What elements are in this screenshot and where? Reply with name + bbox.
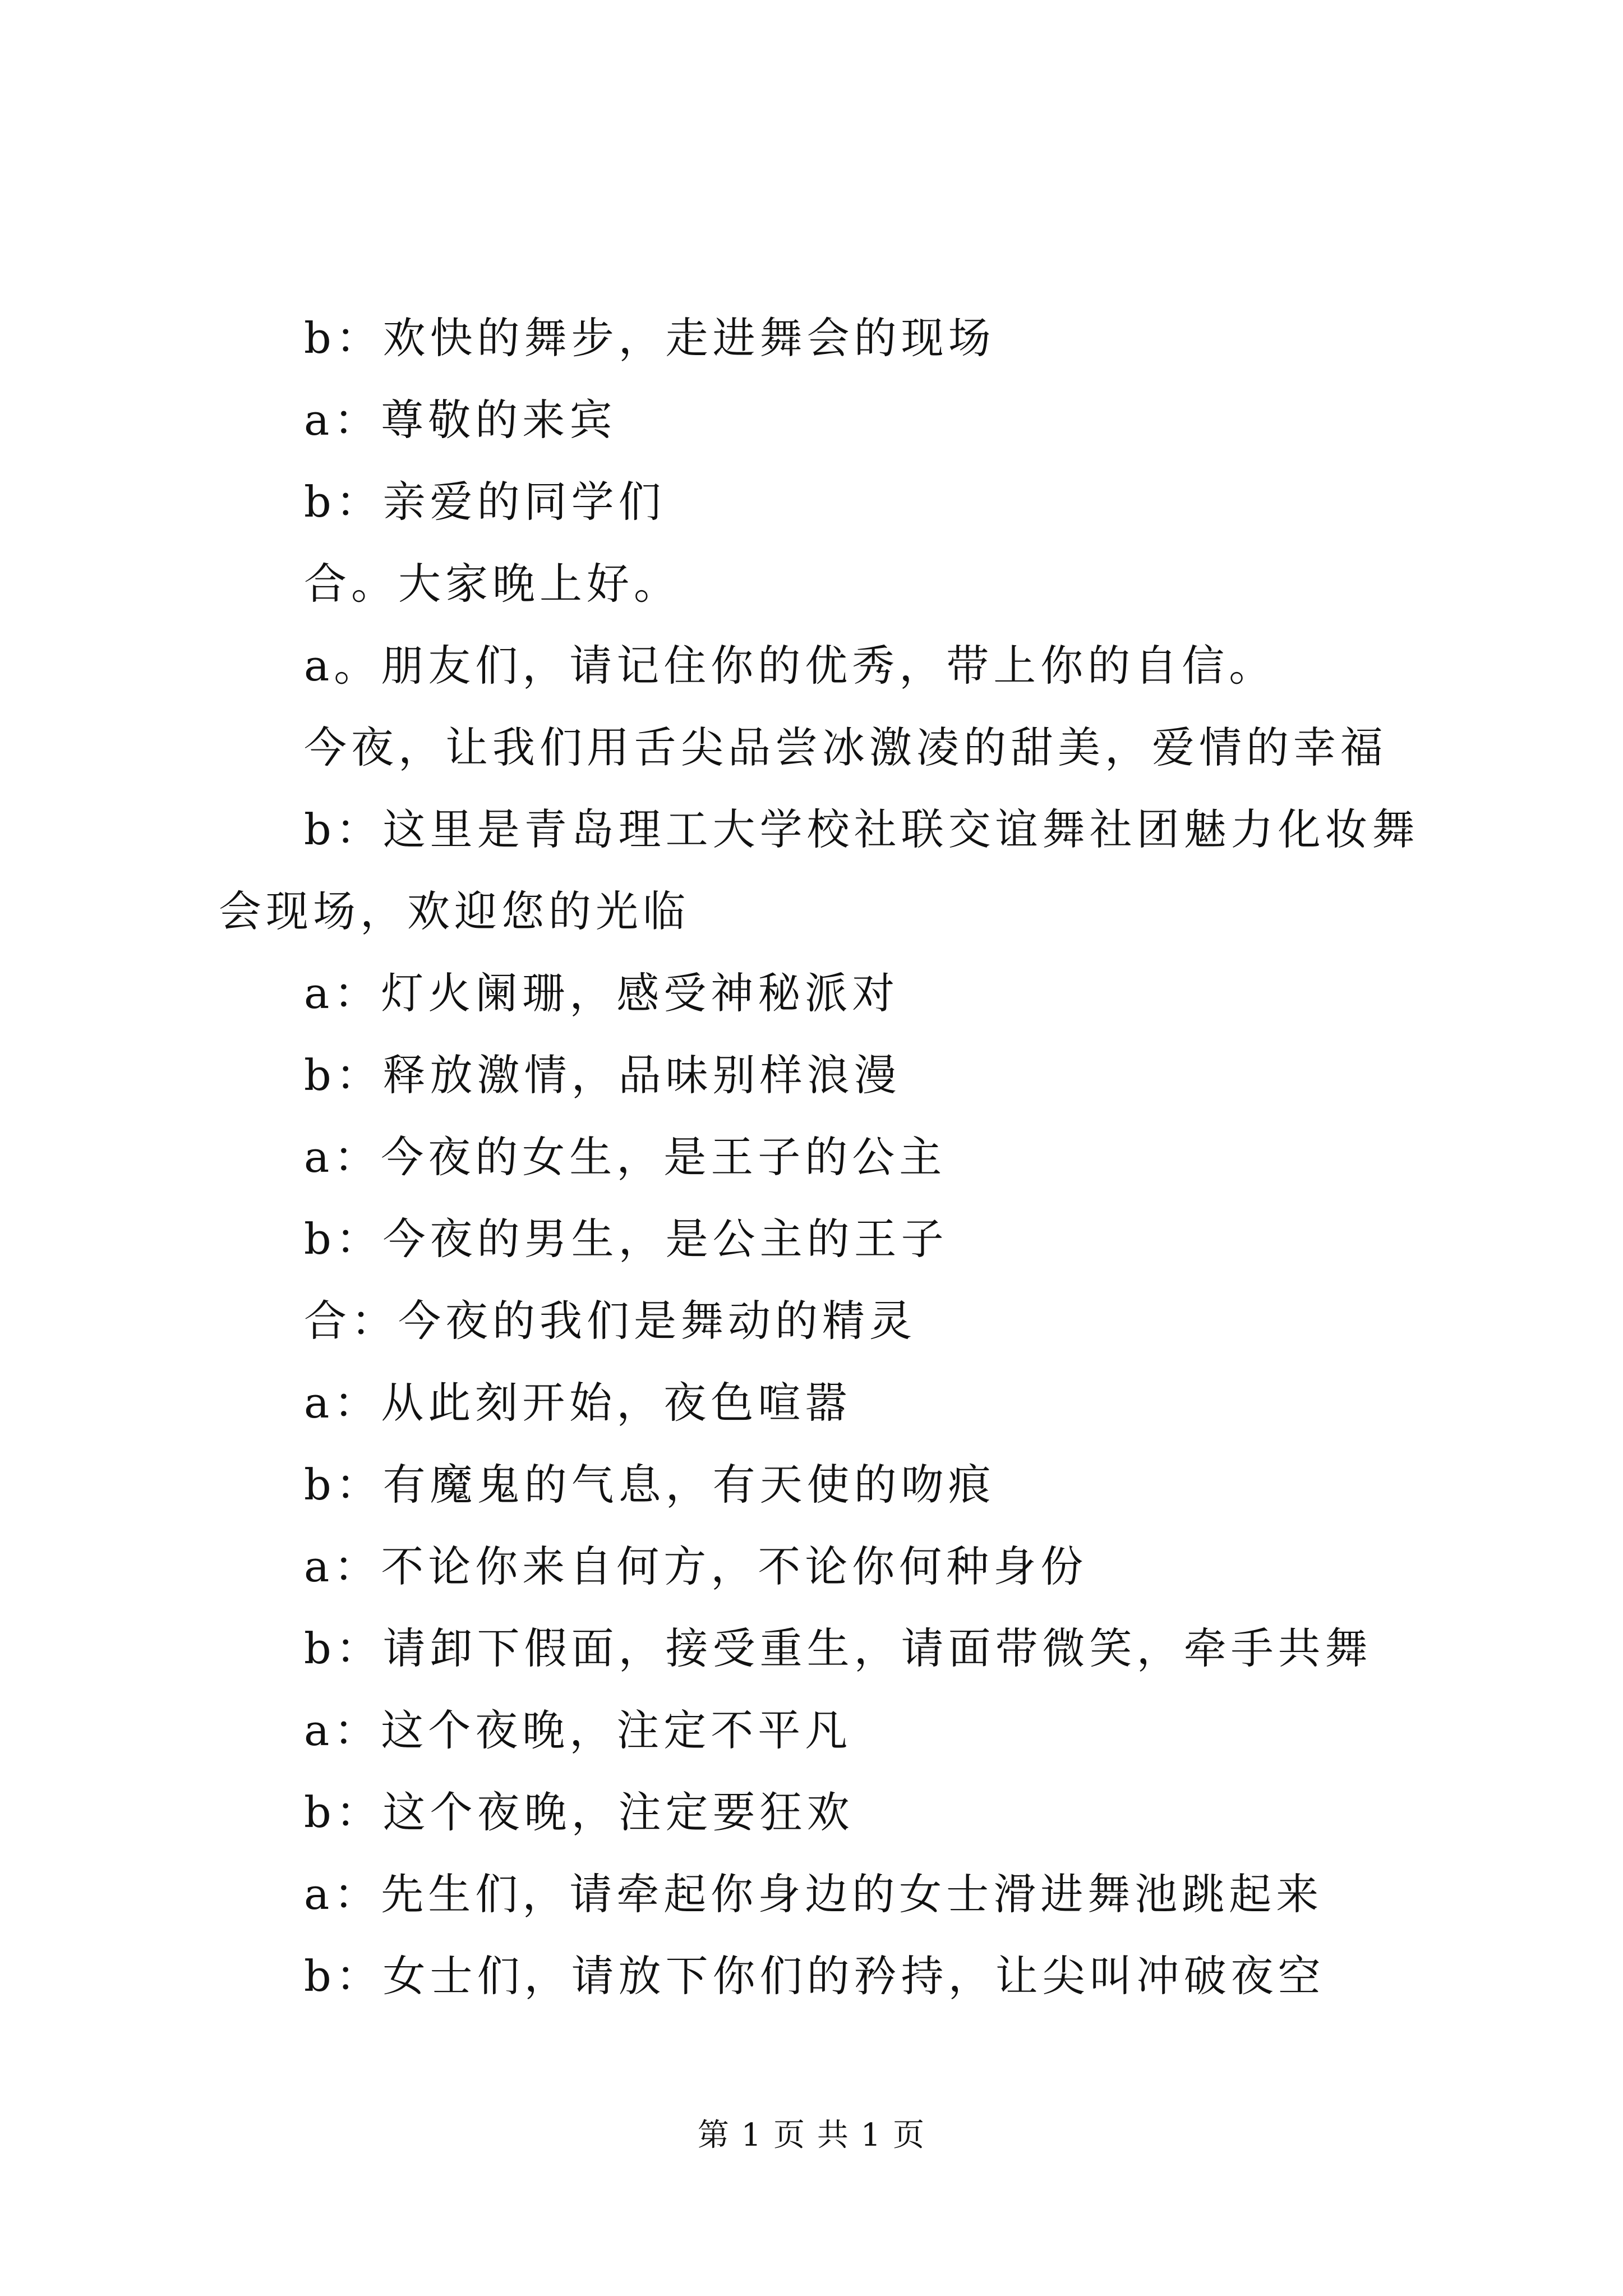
dialogue-line: a：从此刻开始，夜色喧嚣 <box>304 1378 852 1428</box>
dialogue-line: 合。大家晚上好。 <box>304 559 681 609</box>
dialogue-line: b：女士们，请放下你们的矜持，让尖叫冲破夜空 <box>304 1951 1325 2001</box>
dialogue-line: a。朋友们，请记住你的优秀，带上你的自信。 <box>304 641 1276 691</box>
dialogue-line: a：不论你来自何方，不论你何种身份 <box>304 1542 1088 1591</box>
dialogue-line: b：释放激情，品味别样浪漫 <box>304 1050 901 1100</box>
dialogue-line: b：这个夜晚，注定要狂欢 <box>304 1787 854 1837</box>
dialogue-line: b：亲爱的同学们 <box>304 477 666 527</box>
dialogue-line: b：今夜的男生，是公主的王子 <box>304 1214 948 1264</box>
dialogue-line: b：这里是青岛理工大学校社联交谊舞社团魅力化妆舞会现场，欢迎您的光临 <box>219 804 1419 936</box>
dialogue-line: a：今夜的女生，是王子的公主 <box>304 1132 947 1182</box>
script-body <box>219 297 1424 2017</box>
dialogue-line: b：请卸下假面，接受重生，请面带微笑，牵手共舞 <box>304 1623 1372 1673</box>
dialogue-line: 今夜，让我们用舌尖品尝冰激凌的甜美，爱情的幸福 <box>304 723 1387 772</box>
dialogue-line: 合：今夜的我们是舞动的精灵 <box>304 1296 916 1346</box>
dialogue-line: a：先生们，请牵起你身边的女士滑进舞池跳起来 <box>304 1869 1324 1919</box>
page-footer: 第 1 页 共 1 页 <box>697 2117 926 2154</box>
dialogue-line: a：灯火阑珊，感受神秘派对 <box>304 968 900 1018</box>
dialogue-line: b：有魔鬼的气息，有天使的吻痕 <box>304 1460 995 1510</box>
dialogue-line: a：这个夜晚，注定不平凡 <box>304 1705 852 1755</box>
dialogue-line: b：欢快的舞步，走进舞会的现场 <box>304 313 995 363</box>
dialogue-line: a：尊敬的来宾 <box>304 395 617 445</box>
